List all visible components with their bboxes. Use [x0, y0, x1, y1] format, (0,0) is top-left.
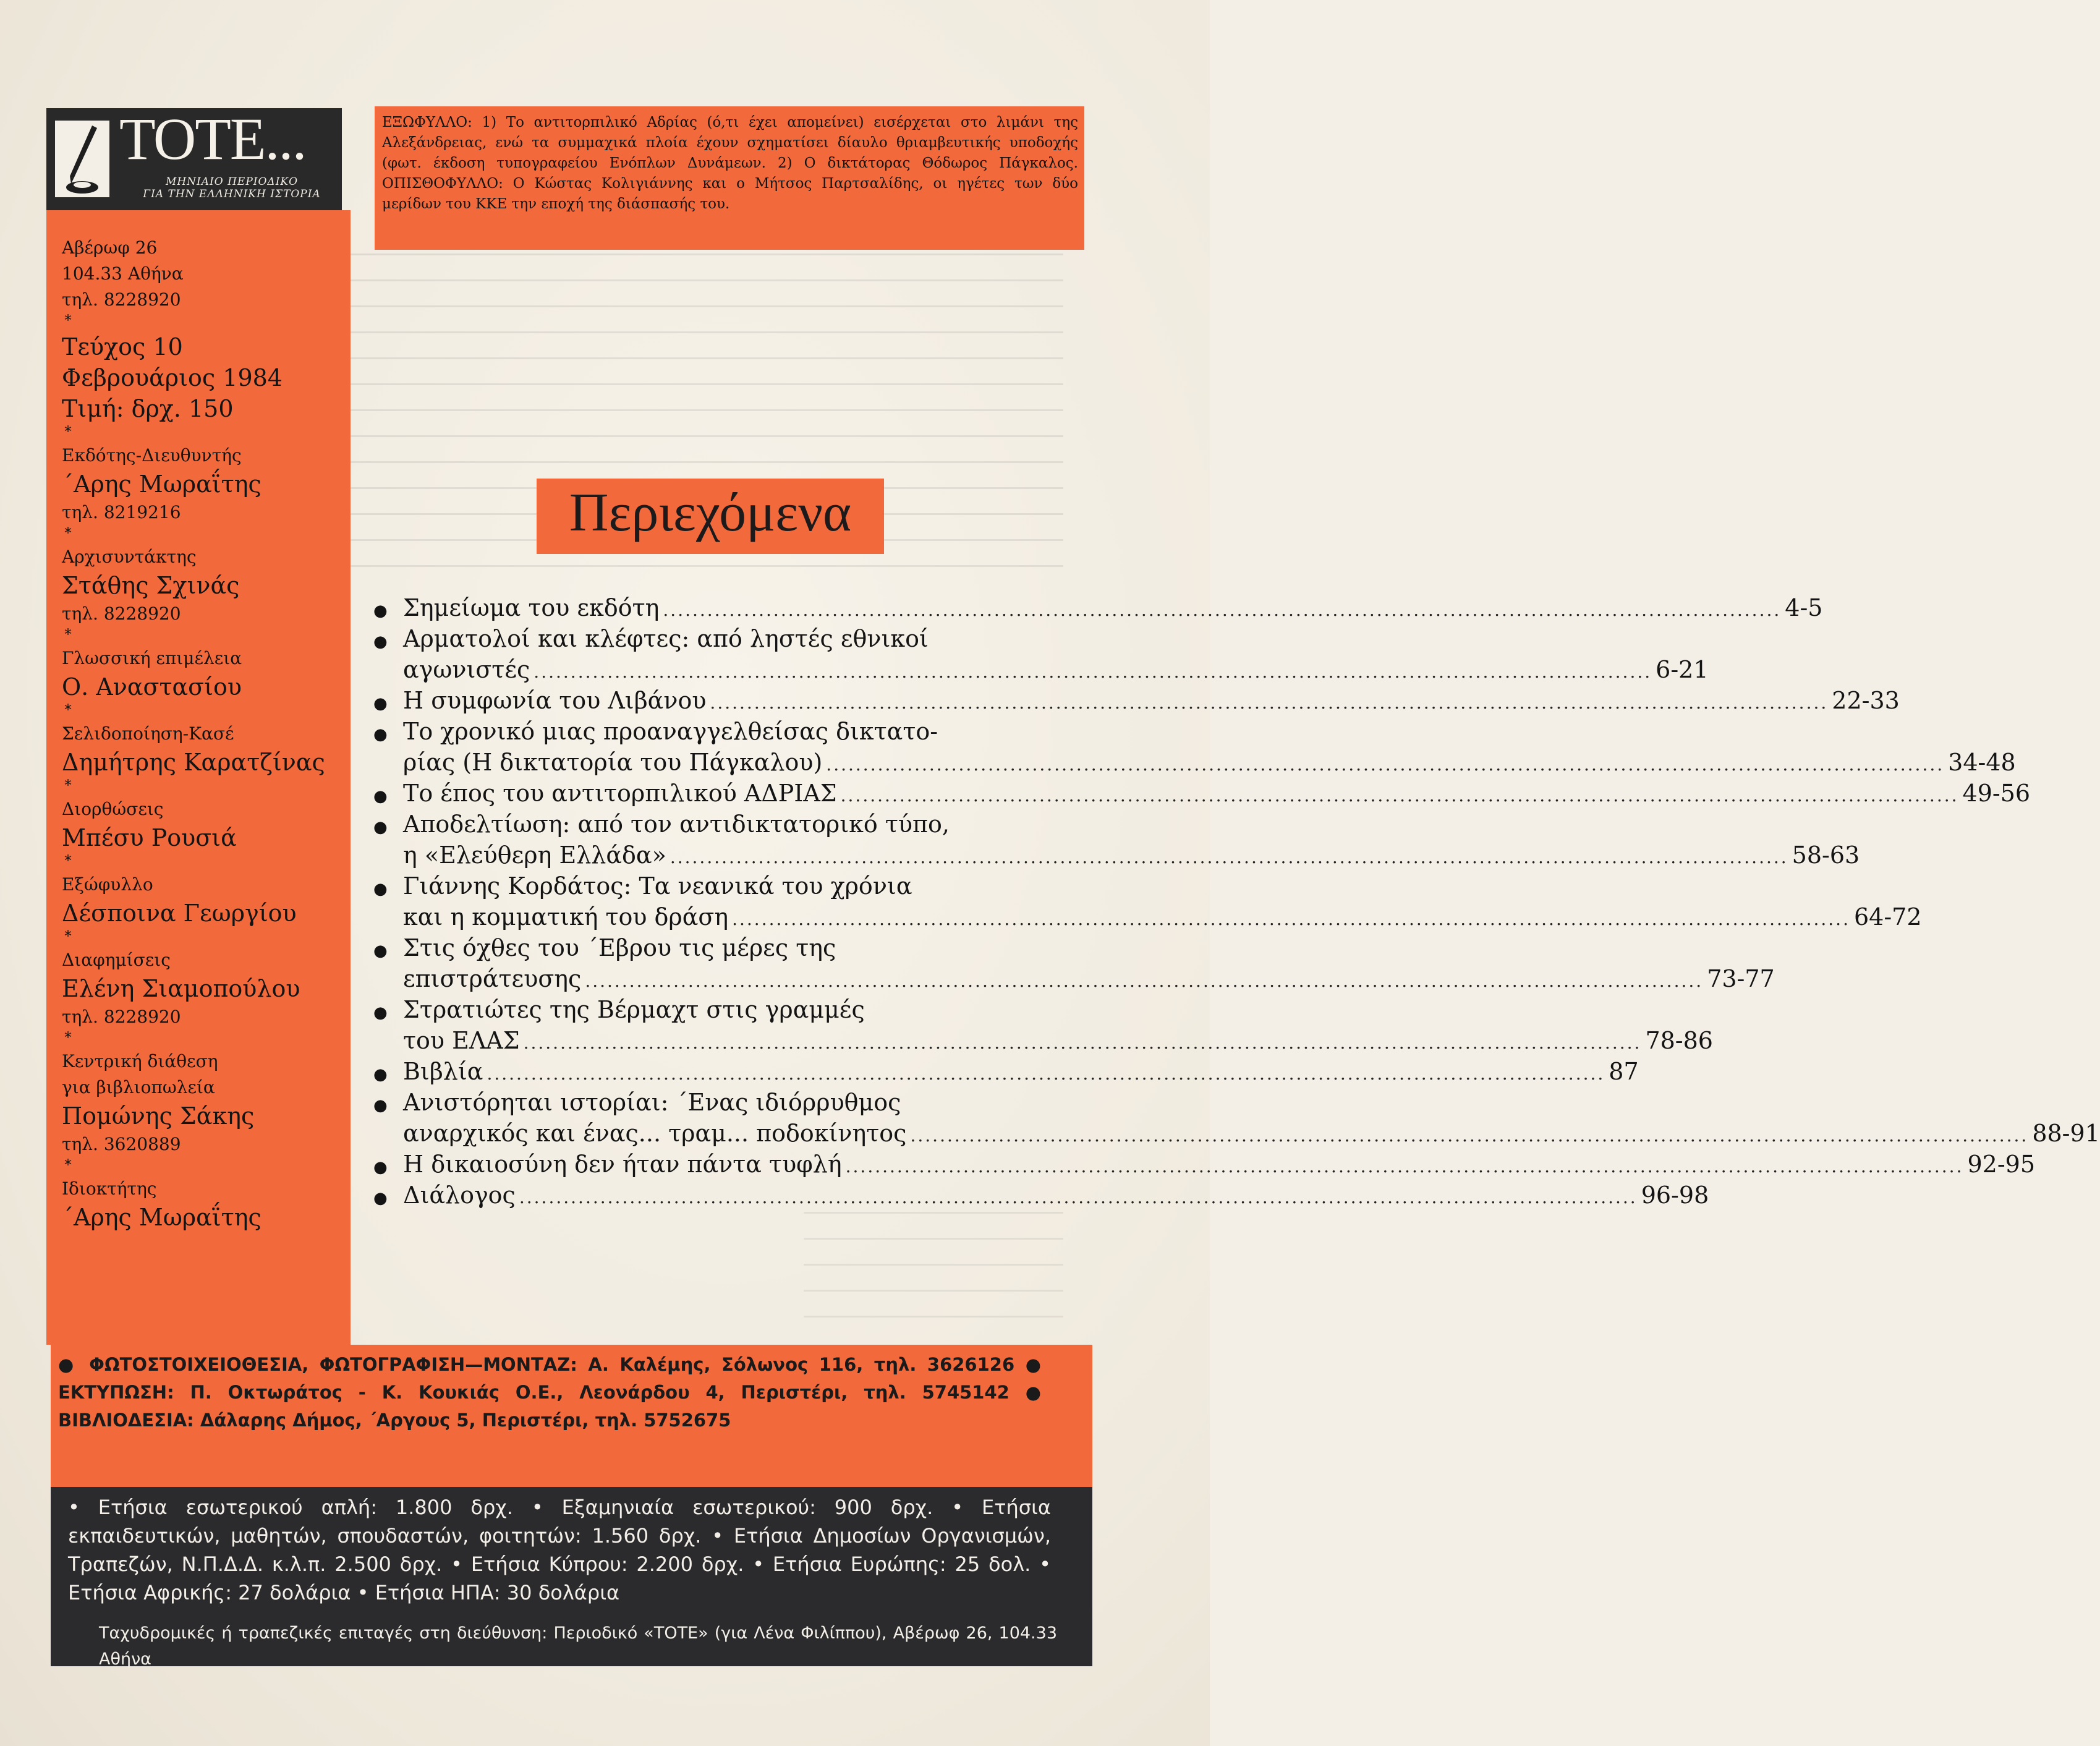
- separator-star: *: [64, 423, 72, 440]
- toc-entry-title-cont: η «Ελεύθερη Ελλάδα»: [403, 841, 666, 869]
- ads-role: Διαφημίσεις: [62, 950, 171, 970]
- separator-star: *: [64, 312, 72, 329]
- toc-entry-title-cont: ρίας (Η δικτατορία του Πάγκαλου): [403, 749, 823, 776]
- toc-entry: [373, 1149, 2036, 1180]
- toc-leader-dots: ........................................................................................................................................................: [487, 1063, 1605, 1084]
- toc-entry-title: Η συμφωνία του Λιβάνου: [403, 687, 707, 714]
- toc-entry-continuation: [373, 1025, 1713, 1056]
- toc-leader-dots: ........................................................................................................................................................: [910, 1125, 2029, 1146]
- issue-price: Τιμή: δρχ. 150: [62, 395, 234, 422]
- editor-phone: τηλ. 8228920: [62, 603, 181, 624]
- publisher-role: Εκδότης-Διευθυντής: [62, 445, 242, 466]
- distribution-phone: τηλ. 3620889: [62, 1134, 181, 1154]
- toc-entry: [373, 1180, 1709, 1211]
- separator-star: *: [64, 626, 72, 643]
- subscription-rates: • Ετήσια εσωτερικού απλή: 1.800 δρχ. • Εξαμηνιαία εσωτερικού: 900 δρχ. • Ετήσια εκπαιδευτικών, μαθητών, σπουδαστών, φοιτητών: 1.560 δρχ. • Ετήσια Δημοσίων Οργανισμών, Τραπεζών, Ν.Π.Δ.Δ. κ.λ.π. 2.500 δρχ. • Ετήσια Κύπρου: 2.200 δρχ. • Ετήσια Ευρώπης: 25 δολ. • Ετήσια Αφρικής: 27 δολάρια • Ετήσια ΗΠΑ: 30 δολάρια: [68, 1496, 1051, 1604]
- address-line-1: Αβέρωφ 26: [62, 237, 158, 258]
- layout-name: Δημήτρης Καρατζίνας: [62, 749, 325, 776]
- quill-inkwell-icon: [54, 119, 111, 198]
- toc-leader-dots: ........................................................................................................................................................: [710, 692, 1829, 713]
- toc-page-range: 96-98: [1641, 1182, 1709, 1209]
- issue-date: Φεβρουάριος 1984: [62, 364, 283, 391]
- magazine-subtitle: [127, 176, 337, 200]
- toc-page-range: 34-48: [1948, 749, 2016, 776]
- toc-entry-title: Το έπος του αντιτορπιλικού ΑΔΡΙΑΣ: [403, 780, 837, 807]
- subtitle-line-1: ΜΗΝΙΑΙΟ ΠΕΡΙΟΔΙΚΟ: [165, 176, 299, 188]
- toc-bullet-icon: ●: [373, 694, 388, 713]
- toc-entry-title-cont: και η κομματική του δράση: [403, 903, 729, 930]
- toc-entry: [373, 778, 2031, 809]
- toc-entry: [373, 932, 1035, 963]
- separator-star: *: [64, 927, 72, 945]
- toc-page-range: 6-21: [1656, 656, 1709, 683]
- toc-entry: [373, 716, 1035, 747]
- language-role: Γλωσσική επιμέλεια: [62, 648, 242, 668]
- language-name: Ο. Αναστασίου: [62, 673, 242, 701]
- toc-entry: [373, 685, 1900, 716]
- toc-leader-dots: ........................................................................................................................................................: [826, 754, 1945, 775]
- separator-star: *: [64, 852, 72, 869]
- toc-page-range: 88-91: [2032, 1120, 2100, 1147]
- contents-heading: Περιεχόμενα: [537, 479, 884, 554]
- toc-entry-title: Σημείωμα του εκδότη: [403, 594, 660, 621]
- masthead: [46, 108, 342, 210]
- bleed-through-text-lower: [804, 1212, 1063, 1323]
- proof-name: Μπέσυ Ρουσιά: [62, 824, 237, 851]
- toc-bullet-icon: ●: [373, 818, 388, 837]
- toc-entry: [373, 1056, 1639, 1087]
- distribution-role-2: για βιβλιοπωλεία: [62, 1077, 215, 1097]
- toc-entry-continuation: [373, 1118, 2100, 1149]
- toc-leader-dots: ........................................................................................................................................................: [845, 1156, 1964, 1177]
- toc-leader-dots: ........................................................................................................................................................: [670, 847, 1788, 867]
- separator-star: *: [64, 777, 72, 794]
- separator-star: *: [64, 1029, 72, 1046]
- cover-caption: ΕΞΩΦΥΛΛΟ: 1) Το αντιτορπιλικό Αδρίας (ό,τι έχει απομείνει) εισέρχεται στο λιμάνι της Αλεξάνδρειας, ενώ τα συμμαχικά πλοία έχουν σχηματίσει δίαυλο θριαμβευτικής υποδοχής (φωτ. έκδοση τυπογραφείου Ενόπλων Δυνάμεων. 2) Ο δικτάτορας Θόδωρος Πάγκαλος. ΟΠΙΣΘΟΦΥΛΛΟ: Ο Κώστας Κολιγιάννης και ο Μήτσος Παρτσαλίδης, οι ηγέτες των δύο μερίδων του ΚΚΕ την εποχή της διάσπασής του.: [375, 106, 1084, 250]
- subtitle-line-2: ΓΙΑ ΤΗΝ ΕΛΛΗΝΙΚΗ ΙΣΤΟΡΙΑ: [143, 187, 321, 200]
- toc-page-range: 92-95: [1967, 1151, 2036, 1178]
- credits-text: ● ΦΩΤΟΣΤΟΙΧΕΙΟΘΕΣΙΑ, ΦΩΤΟΓΡΑΦΙΣΗ—ΜΟΝΤΑΖ: Α. Καλέμης, Σόλωνος 116, τηλ. 3626126 ● ΕΚΤΥΠΩΣΗ: Π. Οκτωράτος - Κ. Κουκιάς Ο.Ε., Λεονάρδου 4, Περιστέρι, τηλ. 5745142 ● ΒΙΒΛΙΟΔΕΣΙΑ: Δάλαρης Δήμος, ΄Αργους 5, Περιστέρι, τηλ. 5752675: [58, 1354, 1041, 1431]
- toc-entry-title: Ανιστόρηται ιστορίαι: ΄Ενας ιδιόρρυθμος: [403, 1089, 901, 1116]
- toc-entry-continuation: [373, 901, 1922, 932]
- toc-entry-title: Το χρονικό μιας προαναγγελθείσας δικτατο-: [403, 718, 938, 745]
- toc-bullet-icon: ●: [373, 1065, 388, 1084]
- table-of-contents: [373, 592, 2100, 1211]
- toc-bullet-icon: ●: [373, 880, 388, 898]
- toc-entry: [373, 809, 1035, 840]
- proof-role: Διορθώσεις: [62, 799, 164, 819]
- separator-star: *: [64, 701, 72, 718]
- owner-name: ΄Αρης Μωραΐτης: [62, 1204, 261, 1231]
- toc-entry: [373, 1087, 1035, 1118]
- toc-page-range: 58-63: [1792, 841, 1860, 869]
- ads-name: Ελένη Σιαμοπούλου: [62, 975, 300, 1002]
- toc-leader-dots: ........................................................................................................................................................: [732, 909, 1850, 929]
- subscription-box: [51, 1487, 1092, 1669]
- toc-leader-dots: ........................................................................................................................................................: [840, 785, 1959, 806]
- issue-number: Τεύχος 10: [62, 333, 183, 360]
- toc-bullet-icon: ●: [373, 1189, 388, 1207]
- cover-name: Δέσποινα Γεωργίου: [62, 900, 297, 927]
- toc-entry: [373, 623, 1035, 654]
- toc-entry-title: Διάλογος: [403, 1182, 516, 1209]
- toc-leader-dots: ........................................................................................................................................................: [663, 600, 1782, 620]
- payment-address: Ταχυδρομικές ή τραπεζικές επιταγές στη διεύθυνση: Περιοδικό «ΤΟΤΕ» (για Λένα Φιλίππου), Αβέρωφ 26, 104.33 Αθήνα: [99, 1624, 1057, 1669]
- toc-bullet-icon: ●: [373, 632, 388, 651]
- toc-entry-title: Βιβλία: [403, 1058, 483, 1085]
- toc-entry-title-cont: του ΕΛΑΣ: [403, 1027, 520, 1054]
- publisher-name: ΄Αρης Μωραΐτης: [62, 471, 261, 498]
- toc-entry-title: Γιάννης Κορδάτος: Τα νεανικά του χρόνια: [403, 872, 912, 900]
- toc-entry-continuation: [373, 747, 2016, 778]
- owner-role: Ιδιοκτήτης: [62, 1178, 157, 1199]
- separator-star: *: [64, 524, 72, 542]
- toc-entry-continuation: [373, 654, 1709, 685]
- toc-bullet-icon: ●: [373, 942, 388, 960]
- toc-entry-title: Η δικαιοσύνη δεν ήταν πάντα τυφλή: [403, 1151, 842, 1178]
- magazine-title: ΤΟΤΕ...: [119, 106, 306, 172]
- staff-info: [62, 235, 352, 1233]
- toc-entry-title: Αποδελτίωση: από τον αντιδικτατορικό τύπο,: [403, 811, 950, 838]
- toc-entry-continuation: [373, 840, 1860, 871]
- toc-page-range: 73-77: [1707, 965, 1775, 992]
- toc-leader-dots: ........................................................................................................................................................: [534, 662, 1652, 682]
- toc-bullet-icon: ●: [373, 725, 388, 744]
- distribution-name: Πομώνης Σάκης: [62, 1102, 255, 1130]
- toc-page-range: 87: [1609, 1058, 1639, 1085]
- layout-role: Σελιδοποίηση-Κασέ: [62, 723, 234, 744]
- toc-page-range: 4-5: [1785, 594, 1823, 621]
- toc-leader-dots: ........................................................................................................................................................: [519, 1187, 1638, 1207]
- editor-name: Στάθης Σχινάς: [62, 572, 240, 599]
- toc-bullet-icon: ●: [373, 1158, 388, 1177]
- toc-entry: [373, 592, 1823, 623]
- distribution-role-1: Κεντρική διάθεση: [62, 1051, 218, 1071]
- toc-entry: [373, 871, 1035, 901]
- toc-entry-continuation: [373, 963, 1775, 994]
- address-line-2: 104.33 Αθήνα: [62, 263, 184, 284]
- ads-phone: τηλ. 8228920: [62, 1007, 181, 1027]
- separator-star: *: [64, 1156, 72, 1173]
- toc-entry-title-cont: επιστράτευσης: [403, 965, 582, 992]
- editor-role: Αρχισυντάκτης: [62, 547, 197, 567]
- toc-entry-title: Στρατιώτες της Βέρμαχτ στις γραμμές: [403, 996, 865, 1023]
- toc-bullet-icon: ●: [373, 787, 388, 806]
- toc-page-range: 22-33: [1832, 687, 1900, 714]
- toc-page-range: 49-56: [1962, 780, 2031, 807]
- toc-page-range: 64-72: [1853, 903, 1922, 930]
- toc-entry-title: Αρματολοί και κλέφτες: από ληστές εθνικοί: [403, 625, 929, 652]
- toc-entry: [373, 994, 1035, 1025]
- toc-bullet-icon: ●: [373, 1096, 388, 1115]
- toc-bullet-icon: ●: [373, 602, 388, 620]
- office-phone: τηλ. 8228920: [62, 289, 181, 310]
- production-credits: [51, 1345, 1092, 1487]
- toc-entry-title: Στις όχθες του ΄Εβρου τις μέρες της: [403, 934, 836, 961]
- toc-leader-dots: ........................................................................................................................................................: [585, 971, 1704, 991]
- publisher-phone: τηλ. 8219216: [62, 502, 181, 522]
- toc-entry-title-cont: αγωνιστές: [403, 656, 530, 683]
- toc-leader-dots: ........................................................................................................................................................: [523, 1033, 1642, 1053]
- toc-bullet-icon: ●: [373, 1003, 388, 1022]
- cover-role: Εξώφυλλο: [62, 874, 153, 895]
- toc-page-range: 78-86: [1645, 1027, 1713, 1054]
- toc-entry-title-cont: αναρχικός και ένας... τραμ... ποδοκίνητος: [403, 1120, 907, 1147]
